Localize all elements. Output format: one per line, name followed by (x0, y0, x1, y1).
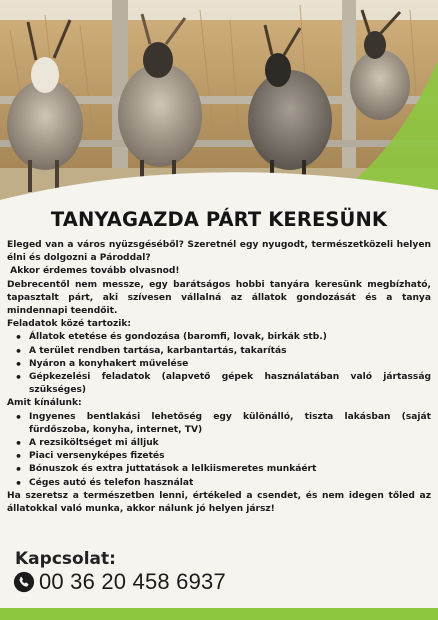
closing-text: Ha szeretsz a természetben lenni, értékeled a csendet, és nem idegen tőled az állatokkal való munka, akkor nálunk jó helyen jársz! (7, 490, 431, 515)
intro-invite: Akkor érdemes tovább olvasnod! (7, 266, 180, 277)
offer-heading: Amit kínálunk: (7, 398, 82, 409)
page-title: TANYAGAZDA PÁRT KERESÜNK (50, 208, 388, 231)
phone-row[interactable] (13, 569, 226, 595)
list-item: • Állatok etetése és gondozása (baromfi, lovak, birkák stb.) (29, 331, 431, 344)
list-item: • Gépkezelési feladatok (alapvető gépek használatában való jártasság szükséges) (29, 371, 431, 397)
intro-description: Debrecentől nem messze, egy barátságos hobbi tanyára keresünk megbízható, tapasztalt párt, aki szívesen vállalná az állatok gondozását és a tanya mindennapi teendőit. (7, 279, 431, 317)
offers-list (7, 411, 431, 490)
list-item: • A terület rendben tartása, karbantartás, takarítás (29, 345, 431, 358)
list-item: • Ingyenes bentlakási lehetőség egy különálló, tiszta lakásban (saját fürdőszoba, konyha, internet, TV) (29, 411, 431, 437)
tasks-heading: Feladatok közé tartozik: (7, 319, 132, 330)
phone-icon (13, 571, 35, 593)
intro-question: Eleged van a város nyüzsgéséből? Szeretnél egy nyugodt, természetközeli helyen élni és dolgozni a Pároddal? (7, 240, 431, 264)
list-item: • Céges autó és telefon használat (29, 477, 431, 490)
list-item: • Bónuszok és extra juttatások a lelkiismeretes munkáért (29, 463, 431, 476)
list-item: • Nyáron a konyhakert művelése (29, 358, 431, 371)
bottom-accent-bar (0, 608, 438, 620)
list-item: • Piaci versenyképes fizetés (29, 450, 431, 463)
hero-photo-sheep (0, 0, 438, 200)
phone-number[interactable]: 00 36 20 458 6937 (39, 569, 226, 594)
ad-body (7, 239, 431, 516)
tasks-list (7, 331, 431, 397)
list-item: • A rezsiköltséget mi álljuk (29, 437, 431, 450)
contact-label: Kapcsolat: (15, 549, 116, 569)
